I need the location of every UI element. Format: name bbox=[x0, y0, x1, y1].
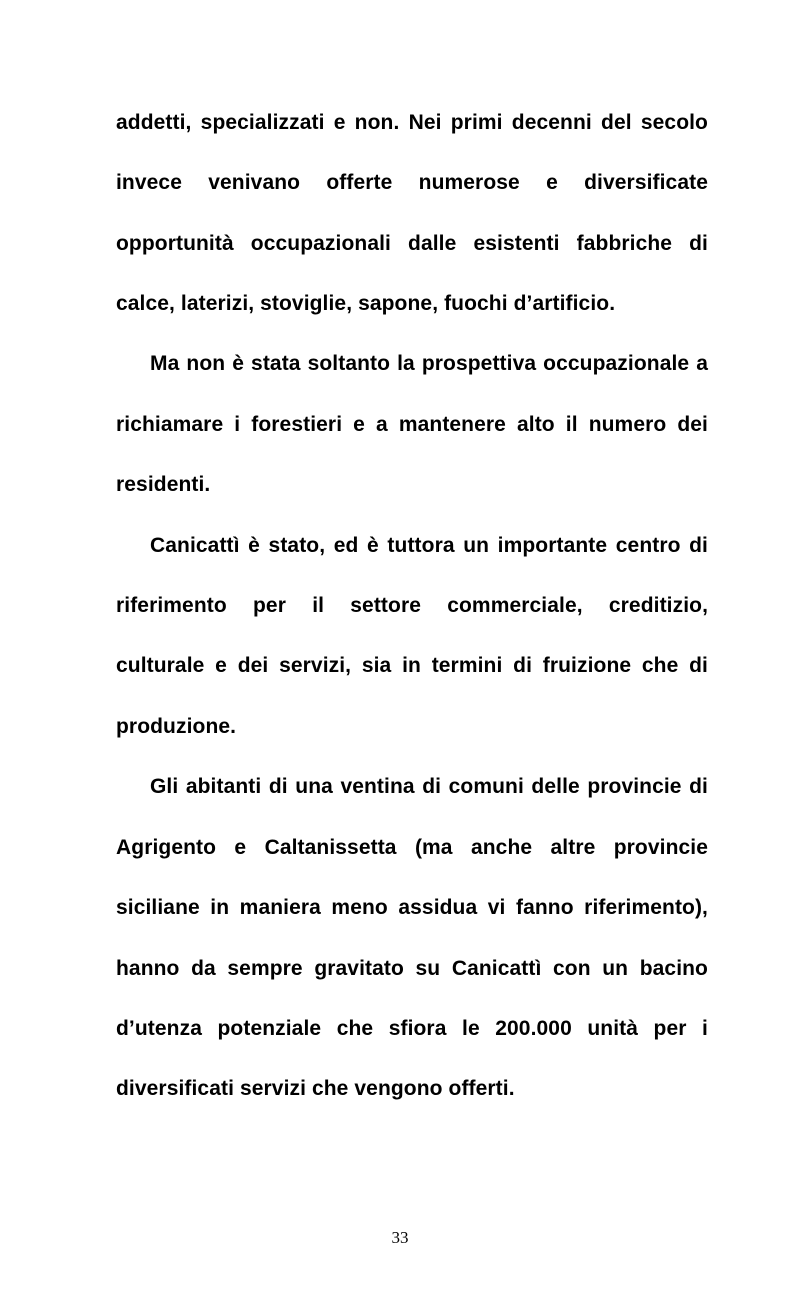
text-line: d’utenza potenziale che sfiora le 200.000 unità per i bbox=[116, 1017, 708, 1040]
text-line: residenti. bbox=[116, 473, 211, 496]
text-line: opportunità occupazionali dalle esistenti fabbriche di bbox=[116, 232, 708, 255]
text-line: Agrigento e Caltanissetta (ma anche altre provincie bbox=[116, 836, 708, 859]
text-line: Ma non è stata soltanto la prospettiva occupazionale a bbox=[150, 352, 708, 375]
text-line: riferimento per il settore commerciale, creditizio, bbox=[116, 594, 708, 617]
text-line: siciliane in maniera meno assidua vi fanno riferimento), bbox=[116, 896, 708, 919]
text-line: invece venivano offerte numerose e diversificate bbox=[116, 171, 708, 194]
text-line: produzione. bbox=[116, 715, 237, 738]
text-line: calce, laterizi, stoviglie, sapone, fuochi d’artificio. bbox=[116, 292, 616, 315]
text-line: richiamare i forestieri e a mantenere alto il numero dei bbox=[116, 413, 708, 436]
text-line: culturale e dei servizi, sia in termini di fruizione che di bbox=[116, 654, 708, 677]
text-line: hanno da sempre gravitato su Canicattì con un bacino bbox=[116, 957, 708, 980]
text-line: addetti, specializzati e non. Nei primi decenni del secolo bbox=[116, 111, 708, 134]
text-line: Gli abitanti di una ventina di comuni delle provincie di bbox=[150, 775, 708, 798]
text-line: diversificati servizi che vengono offerti. bbox=[116, 1077, 515, 1100]
text-line: Canicattì è stato, ed è tuttora un importante centro di bbox=[150, 534, 708, 557]
page-number: 33 bbox=[391, 1228, 409, 1247]
